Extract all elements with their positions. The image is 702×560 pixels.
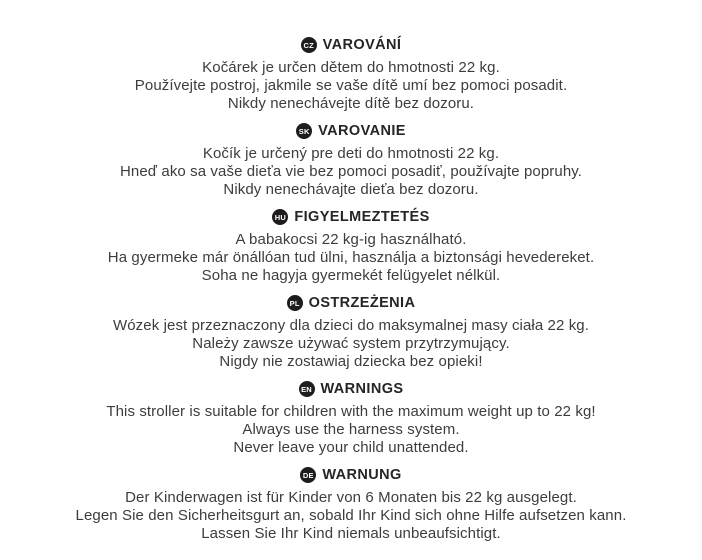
section-heading-row [0,36,702,54]
warning-section-de [0,466,702,543]
language-badge-cz: CZ [301,37,317,53]
warning-line: Hneď ako sa vaše dieťa vie bez pomoci posadiť, používajte popruhy. [119,163,583,180]
section-heading-row [0,380,702,398]
language-badge-sk: SK [296,123,312,139]
warning-section-cz [0,36,702,113]
section-heading-row [0,122,702,140]
section-heading: FIGYELMEZTETÉS [294,209,430,225]
warning-line: This stroller is suitable for children with the maximum weight up to 22 kg! [106,403,596,420]
warning-section-sk [0,122,702,199]
section-heading: VAROVANIE [318,123,406,139]
warning-line: Ha gyermeke már önállóan tud ülni, használja a biztonsági hevedereket. [107,249,595,266]
warning-line: Always use the harness system. [242,421,460,438]
warning-line: Lassen Sie Ihr Kind niemals unbeaufsichtigt. [201,525,501,542]
section-heading: OSTRZEŻENIA [308,295,416,311]
language-badge-pl: PL [287,295,303,311]
section-heading: WARNINGS [320,381,404,397]
warning-line: Der Kinderwagen ist für Kinder von 6 Monaten bis 22 kg ausgelegt. [125,489,577,506]
warning-line: Kočárek je určen dětem do hmotnosti 22 kg. [202,59,500,76]
warning-line: Wózek jest przeznaczony dla dzieci do maksymalnej masy ciała 22 kg. [112,317,590,334]
section-heading-row [0,208,702,226]
language-badge-de: DE [300,467,316,483]
section-heading: WARNUNG [322,467,402,483]
warning-line: Nigdy nie zostawiaj dziecka bez opieki! [219,353,483,370]
warning-line: Nikdy nenechávejte dítě bez dozoru. [227,95,475,112]
warning-line: Kočík je určený pre deti do hmotnosti 22 kg. [202,145,500,162]
warning-line: Never leave your child unattended. [233,439,469,456]
warning-line: Należy zawsze używać system przytrzymujący. [192,335,510,352]
warning-line: A babakocsi 22 kg-ig használható. [235,231,467,248]
warning-section-pl [0,294,702,371]
language-badge-en: EN [299,381,315,397]
warning-line: Soha ne hagyja gyermekét felügyelet nélkül. [201,267,501,284]
warning-line: Používejte postroj, jakmile se vaše dítě umí bez pomoci posadit. [134,77,568,94]
section-heading-row [0,294,702,312]
section-heading-row [0,466,702,484]
language-badge-hu: HU [272,209,288,225]
warning-line: Legen Sie den Sicherheitsgurt an, sobald Ihr Kind sich ohne Hilfe aufsetzen kann. [75,507,627,524]
section-heading: VAROVÁNÍ [322,37,402,53]
warning-section-en [0,380,702,457]
warning-section-hu [0,208,702,285]
warning-line: Nikdy nenechávajte dieťa bez dozoru. [223,181,479,198]
